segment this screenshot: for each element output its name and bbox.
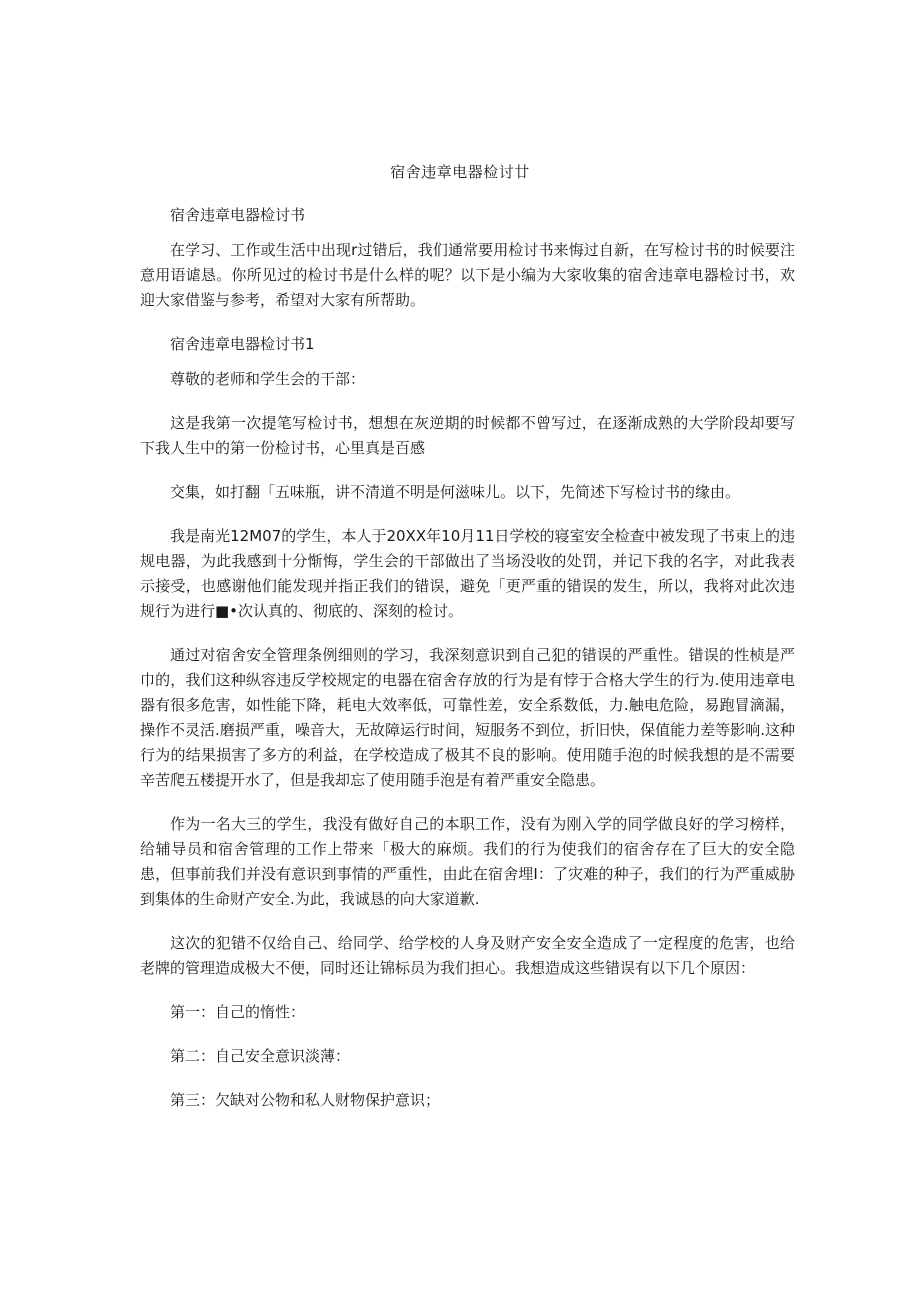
document-body [140,203,795,1132]
salutation-paragraph: 尊敬的老师和学生会的干部： [170,370,366,388]
body-paragraph: 这是我第一次提笔写检讨书，想想在灰逆期的时候都不曾写过，在逐渐成熟的大学阶段却要写下我人生中的第一份检讨书，心里真是百感 [140,414,795,457]
body-paragraph: 这次的犯错不仅给自己、给同学、给学校的人身及财产安全安全造成了一定程度的危害，也给老牌的管理造成极大不便，同时还让锦标员为我们担心。我想造成这些错误有以下几个原因： [140,934,795,977]
body-paragraph: 作为一名大三的学生，我没有做好自己的本职工作，没有为刚入学的同学做良好的学习榜样，给辅导员和宿舍管理的工作上带来「极大的麻烦。我们的行为使我们的宿舍存在了巨大的安全隐患，但事前我们并没有意识到事情的严重性，由此在宿舍埋I：了灾难的种子，我们的行为严重威胁到集体的生命财产安全.为此，我诚恳的向大家道歉. [140,815,795,908]
subtitle-paragraph: 宿舍违章电器检讨书 [170,206,306,224]
document-title: 宿舍违章电器检讨廿 [390,163,530,181]
body-paragraph: 我是南光12M07的学生，本人于20XX年10月11日学校的寝室安全检查中被发现了书束上的违规电器，为此我感到十分惭悔，学生会的干部做出了当场没收的处罚，并记下我的名字，对此我表示接受，也感谢他们能发现并指正我们的错误，避免「更严重的错误的发生，所以，我将对此次违规行为进行■•次认真的、彻底的、深刻的检讨。 [140,527,795,620]
body-paragraph: 通过对宿舍安全管理条例细则的学习，我深刻意识到自己犯的错误的严重性。错误的性桢是严巾的，我们这种纵容违反学校规定的电器在宿舍存放的行为是有悖于合格大学生的行为.使用违章电器有很多危害，如性能下降，耗电大效率低，可靠性差，安全系数低，力.触电危险，易跑冒滴漏，操作不灵活.磨损严重，噪音大，无故障运行时间，短服务不到位，折旧快，保值能力差等影响.这种行为的结果损害了多方的利益，在学校造成了极其不良的影响。使用随手泡的时候我想的是不需要辛苦爬五楼提开水了，但是我却忘了使用随手泡是有着严重安全隐患。 [140,646,795,789]
section-heading: 宿舍违章电器检讨书1 [170,335,315,353]
body-paragraph: 交集，如打翻「五味瓶，讲不清道不明是何滋味儿。以下，先简述下写检讨书的缘由。 [170,483,741,501]
reason-item: 第三：欠缺对公物和私人财物保护意识； [170,1091,441,1109]
reason-item: 第二：自己安全意识淡薄： [170,1047,351,1065]
reason-item: 第一：自己的惰性： [170,1003,306,1021]
intro-paragraph: 在学习、工作或生活中出现r过错后，我们通常要用检讨书来悔过自新，在写检讨书的时候要注意用语谑恳。你所见过的检讨书是什么样的呢？以下是小编为大家收集的宿舍违章电器检讨书，欢迎大家借鉴与参考，希望对大家有所帮助。 [140,241,795,309]
